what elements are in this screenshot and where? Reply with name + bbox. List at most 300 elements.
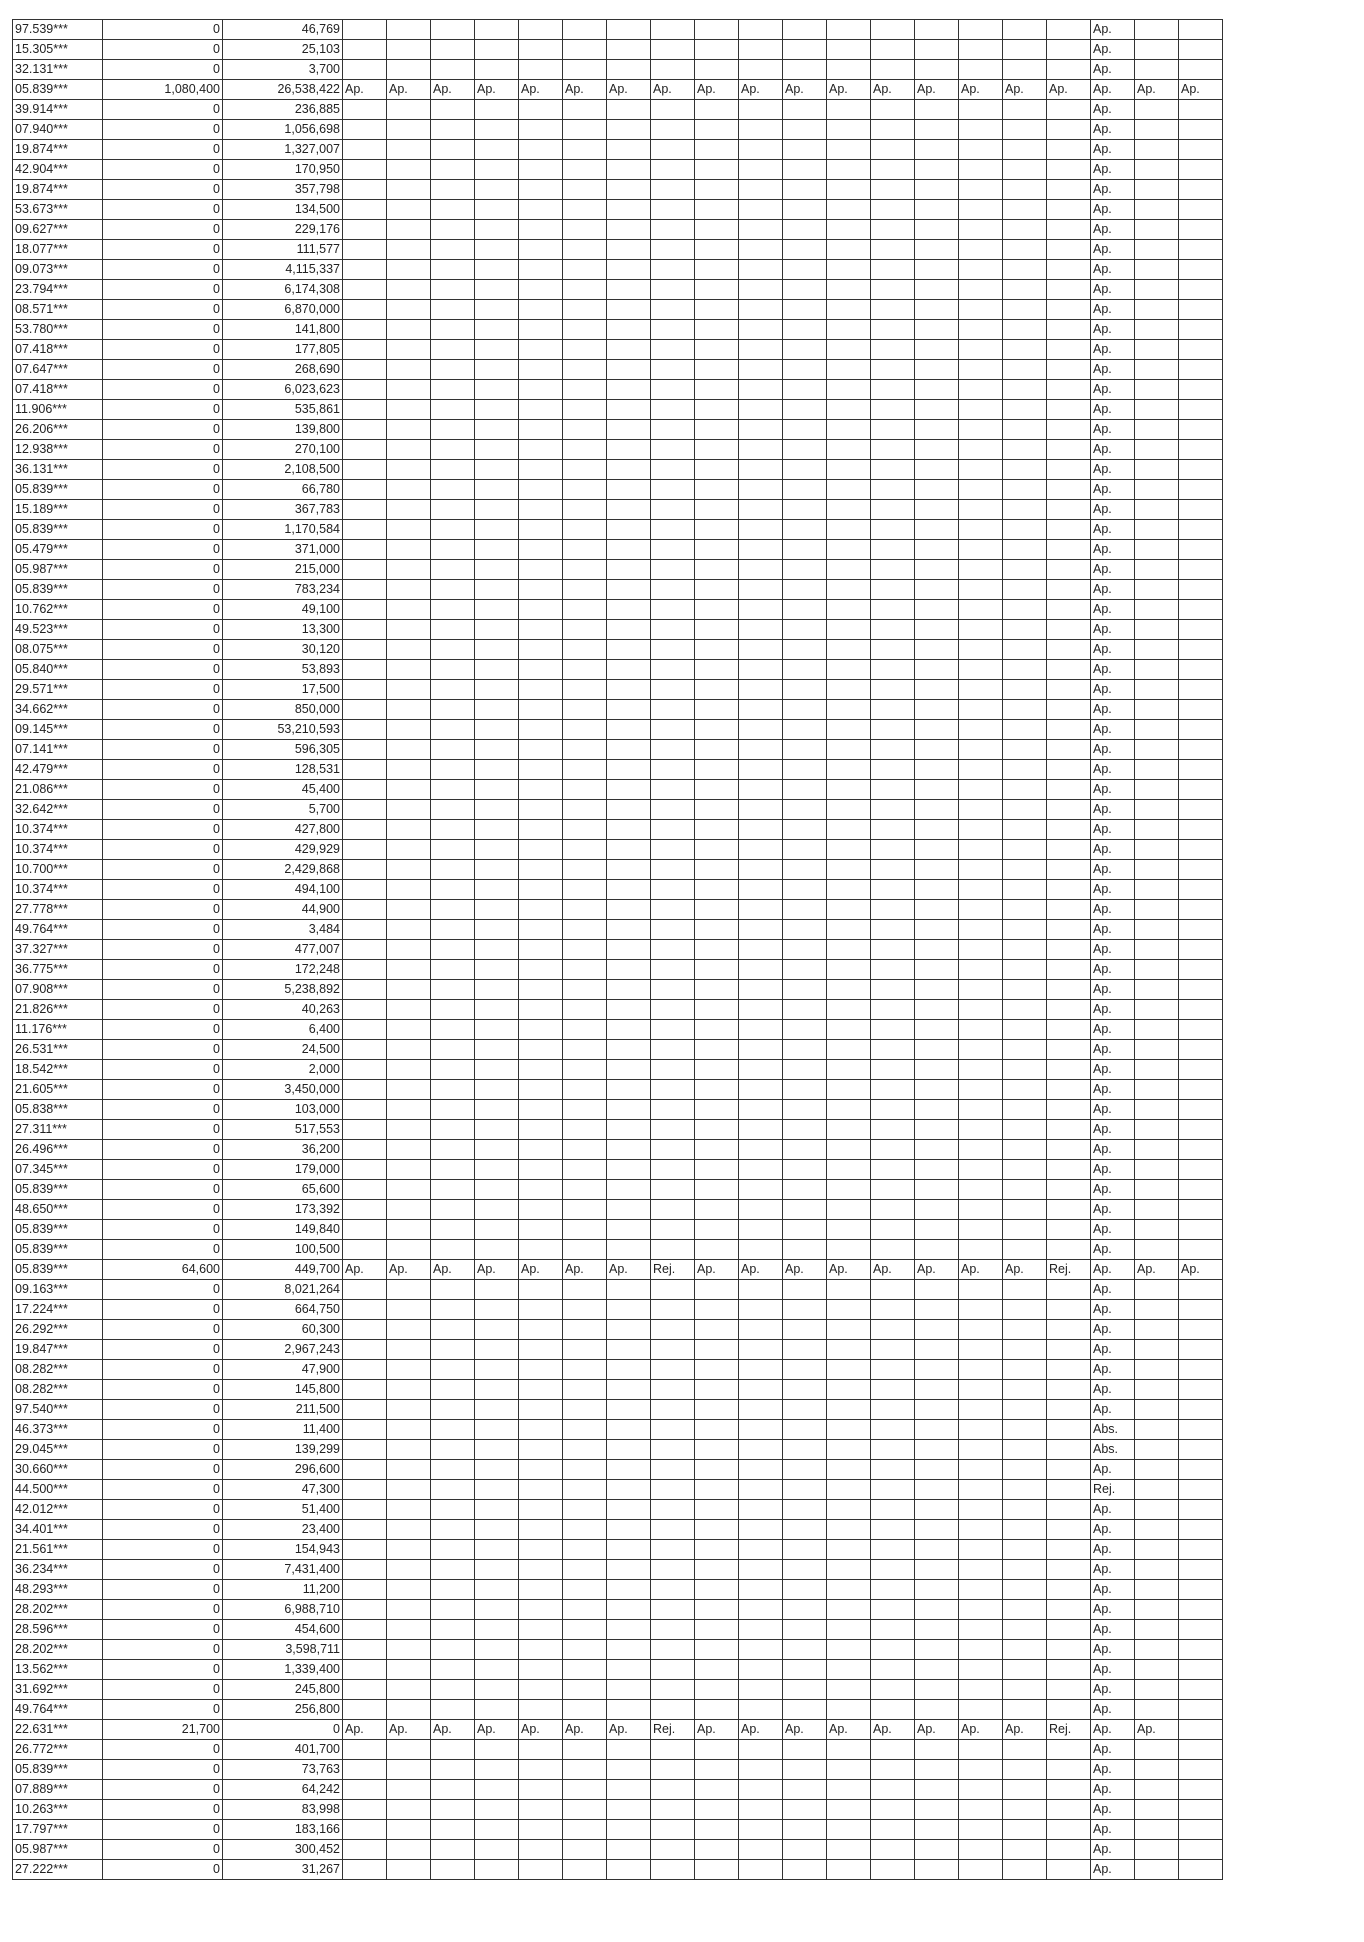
vote-cell (959, 1040, 1003, 1060)
vote-cell (959, 380, 1003, 400)
vote-cell (695, 540, 739, 560)
vote-cell (783, 1000, 827, 1020)
vote-cell (1179, 1760, 1223, 1780)
vote-cell (1179, 1640, 1223, 1660)
vote-cell (1003, 1440, 1047, 1460)
vote-cell (695, 1320, 739, 1340)
vote-cell: Ap. (739, 1260, 783, 1280)
table-row (13, 960, 1223, 980)
total-cell: 2,108,500 (223, 460, 343, 480)
vote-cell (607, 1440, 651, 1460)
amount-cell: 0 (103, 500, 223, 520)
vote-cell (915, 480, 959, 500)
total-cell: 270,100 (223, 440, 343, 460)
id-cell: 42.479*** (13, 760, 103, 780)
vote-cell (475, 920, 519, 940)
vote-cell (563, 880, 607, 900)
vote-cell (695, 180, 739, 200)
vote-cell (1179, 260, 1223, 280)
vote-cell (915, 1020, 959, 1040)
vote-cell (607, 780, 651, 800)
vote-cell (475, 600, 519, 620)
vote-cell (431, 780, 475, 800)
vote-cell (1003, 1060, 1047, 1080)
vote-cell (783, 1120, 827, 1140)
vote-cell (1003, 1640, 1047, 1660)
amount-cell: 0 (103, 1560, 223, 1580)
id-cell: 07.418*** (13, 380, 103, 400)
vote-cell (431, 620, 475, 640)
vote-cell (475, 1200, 519, 1220)
vote-cell (431, 1660, 475, 1680)
vote-cell (871, 740, 915, 760)
id-cell: 05.987*** (13, 560, 103, 580)
vote-cell (1135, 1220, 1179, 1240)
vote-cell (1047, 1240, 1091, 1260)
vote-cell (343, 880, 387, 900)
vote-cell (1179, 780, 1223, 800)
vote-cell (651, 1580, 695, 1600)
vote-cell: Ap. (343, 1720, 387, 1740)
vote-cell (431, 1200, 475, 1220)
vote-cell (519, 1240, 563, 1260)
vote-cell (475, 700, 519, 720)
total-cell: 429,929 (223, 840, 343, 860)
vote-cell (607, 1640, 651, 1660)
vote-cell (915, 1440, 959, 1460)
vote-cell (475, 1400, 519, 1420)
vote-cell (563, 1460, 607, 1480)
total-cell: 45,400 (223, 780, 343, 800)
vote-cell (1003, 1300, 1047, 1320)
vote-cell (783, 1700, 827, 1720)
vote-cell (959, 420, 1003, 440)
vote-cell (1135, 680, 1179, 700)
vote-cell (563, 740, 607, 760)
vote-cell (607, 1780, 651, 1800)
vote-cell (563, 1700, 607, 1720)
amount-cell: 0 (103, 1080, 223, 1100)
vote-cell (431, 220, 475, 240)
vote-cell: Ap. (1091, 560, 1135, 580)
vote-cell (651, 780, 695, 800)
vote-cell (959, 720, 1003, 740)
vote-cell (651, 680, 695, 700)
vote-cell (871, 1580, 915, 1600)
vote-cell (1135, 520, 1179, 540)
vote-cell: Ap. (1003, 1720, 1047, 1740)
vote-cell (475, 800, 519, 820)
vote-cell: Ap. (1091, 1800, 1135, 1820)
vote-cell (1047, 1760, 1091, 1780)
vote-cell (431, 1860, 475, 1880)
vote-cell (783, 1320, 827, 1340)
total-cell: 357,798 (223, 180, 343, 200)
vote-cell (519, 900, 563, 920)
vote-cell (563, 1520, 607, 1540)
total-cell: 401,700 (223, 1740, 343, 1760)
vote-cell (475, 380, 519, 400)
table-row (13, 540, 1223, 560)
vote-cell (431, 340, 475, 360)
amount-cell: 0 (103, 1620, 223, 1640)
vote-cell (827, 1560, 871, 1580)
vote-cell (1047, 1400, 1091, 1420)
total-cell: 25,103 (223, 40, 343, 60)
vote-cell (871, 1200, 915, 1220)
vote-cell (915, 1300, 959, 1320)
vote-cell: Ap. (1047, 80, 1091, 100)
vote-cell (1047, 1620, 1091, 1640)
vote-cell (783, 1300, 827, 1320)
table-row (13, 1160, 1223, 1180)
vote-cell (651, 380, 695, 400)
vote-cell (915, 60, 959, 80)
vote-cell (783, 40, 827, 60)
vote-cell (387, 780, 431, 800)
vote-cell (915, 1360, 959, 1380)
vote-cell (1047, 1460, 1091, 1480)
vote-cell (387, 1340, 431, 1360)
vote-cell (387, 1100, 431, 1120)
vote-cell (783, 1040, 827, 1060)
vote-cell (431, 820, 475, 840)
vote-cell (1179, 580, 1223, 600)
vote-cell (387, 1160, 431, 1180)
vote-cell (1003, 1520, 1047, 1540)
vote-cell (651, 1520, 695, 1540)
vote-cell (1179, 1060, 1223, 1080)
vote-cell: Ap. (1091, 700, 1135, 720)
id-cell: 44.500*** (13, 1480, 103, 1500)
vote-cell (959, 840, 1003, 860)
vote-cell (739, 1220, 783, 1240)
vote-cell (1135, 420, 1179, 440)
vote-cell (387, 1540, 431, 1560)
amount-cell: 0 (103, 1160, 223, 1180)
vote-cell (739, 1000, 783, 1020)
amount-cell: 0 (103, 1320, 223, 1340)
vote-cell: Ap. (1091, 260, 1135, 280)
vote-cell (871, 1280, 915, 1300)
vote-cell (1135, 960, 1179, 980)
vote-cell (1135, 60, 1179, 80)
vote-cell: Rej. (1047, 1260, 1091, 1280)
vote-cell: Ap. (475, 1260, 519, 1280)
vote-cell (1003, 1100, 1047, 1120)
vote-cell (1179, 20, 1223, 40)
vote-cell (607, 980, 651, 1000)
vote-cell (915, 620, 959, 640)
vote-cell (519, 980, 563, 1000)
vote-cell (1003, 100, 1047, 120)
vote-cell (387, 1480, 431, 1500)
vote-cell (1135, 1660, 1179, 1680)
id-cell: 46.373*** (13, 1420, 103, 1440)
vote-cell (651, 1000, 695, 1020)
id-cell: 15.189*** (13, 500, 103, 520)
table-row (13, 1360, 1223, 1380)
vote-cell (343, 1420, 387, 1440)
vote-cell (343, 900, 387, 920)
vote-cell: Ap. (1091, 1200, 1135, 1220)
vote-cell (915, 160, 959, 180)
vote-cell (651, 120, 695, 140)
vote-cell (915, 1120, 959, 1140)
table-row (13, 1420, 1223, 1440)
vote-cell (827, 880, 871, 900)
vote-cell (871, 220, 915, 240)
vote-cell (959, 1840, 1003, 1860)
vote-cell (915, 420, 959, 440)
vote-cell: Ap. (607, 80, 651, 100)
vote-cell (563, 920, 607, 940)
vote-cell (343, 720, 387, 740)
id-cell: 10.374*** (13, 840, 103, 860)
total-cell: 65,600 (223, 1180, 343, 1200)
table-row (13, 500, 1223, 520)
vote-cell (739, 280, 783, 300)
vote-cell (827, 560, 871, 580)
id-cell: 27.222*** (13, 1860, 103, 1880)
table-row (13, 1480, 1223, 1500)
vote-cell (783, 1060, 827, 1080)
vote-cell (739, 820, 783, 840)
vote-cell (431, 560, 475, 580)
vote-cell (695, 600, 739, 620)
total-cell: 139,800 (223, 420, 343, 440)
id-cell: 07.889*** (13, 1780, 103, 1800)
vote-cell (519, 1040, 563, 1060)
vote-cell (519, 1860, 563, 1880)
amount-cell: 0 (103, 780, 223, 800)
vote-cell (519, 1760, 563, 1780)
vote-cell (915, 220, 959, 240)
vote-cell (651, 720, 695, 740)
vote-cell (1135, 540, 1179, 560)
table-row (13, 20, 1223, 40)
vote-cell (739, 180, 783, 200)
vote-cell (475, 320, 519, 340)
vote-cell (563, 1000, 607, 1020)
vote-cell (783, 840, 827, 860)
vote-cell (959, 1560, 1003, 1580)
vote-cell (959, 500, 1003, 520)
vote-cell (519, 520, 563, 540)
vote-cell (739, 320, 783, 340)
vote-cell (431, 1820, 475, 1840)
vote-cell (343, 1760, 387, 1780)
vote-cell (827, 1640, 871, 1660)
vote-cell (827, 120, 871, 140)
vote-cell (387, 760, 431, 780)
vote-cell (563, 1860, 607, 1880)
vote-cell: Ap. (387, 80, 431, 100)
vote-cell (959, 700, 1003, 720)
vote-cell (695, 100, 739, 120)
vote-cell (827, 1480, 871, 1500)
vote-cell (783, 1660, 827, 1680)
vote-cell (387, 1780, 431, 1800)
table-row (13, 180, 1223, 200)
vote-cell (871, 40, 915, 60)
id-cell: 28.596*** (13, 1620, 103, 1640)
vote-cell (1135, 1120, 1179, 1140)
vote-cell (475, 1180, 519, 1200)
vote-cell (343, 500, 387, 520)
vote-cell (519, 460, 563, 480)
vote-cell (1135, 1680, 1179, 1700)
vote-cell (475, 1680, 519, 1700)
vote-cell (475, 740, 519, 760)
vote-cell (739, 300, 783, 320)
vote-cell (827, 980, 871, 1000)
vote-cell (871, 1800, 915, 1820)
vote-cell (959, 1080, 1003, 1100)
vote-cell (915, 980, 959, 1000)
vote-cell (871, 160, 915, 180)
vote-cell (783, 220, 827, 240)
vote-cell (1047, 600, 1091, 620)
vote-cell (783, 200, 827, 220)
vote-cell (915, 920, 959, 940)
vote-cell (651, 1380, 695, 1400)
vote-cell (871, 780, 915, 800)
vote-cell (959, 1020, 1003, 1040)
table-row (13, 1620, 1223, 1640)
vote-cell (959, 1640, 1003, 1660)
vote-cell (563, 540, 607, 560)
vote-cell: Ap. (1091, 540, 1135, 560)
vote-cell (519, 200, 563, 220)
vote-cell (739, 400, 783, 420)
vote-cell (1003, 1620, 1047, 1640)
vote-cell (475, 1380, 519, 1400)
vote-cell (827, 1220, 871, 1240)
id-cell: 27.311*** (13, 1120, 103, 1140)
vote-cell (519, 560, 563, 580)
vote-cell: Ap. (1091, 1660, 1135, 1680)
vote-cell (1179, 1780, 1223, 1800)
vote-cell (343, 260, 387, 280)
vote-cell (651, 880, 695, 900)
vote-cell (695, 840, 739, 860)
vote-cell (651, 640, 695, 660)
vote-cell (563, 160, 607, 180)
id-cell: 09.163*** (13, 1280, 103, 1300)
vote-cell (519, 260, 563, 280)
amount-cell: 0 (103, 640, 223, 660)
vote-cell (783, 1820, 827, 1840)
vote-cell (1047, 1740, 1091, 1760)
vote-cell (915, 1000, 959, 1020)
vote-cell (695, 700, 739, 720)
total-cell: 6,174,308 (223, 280, 343, 300)
amount-cell: 0 (103, 700, 223, 720)
amount-cell: 0 (103, 1840, 223, 1860)
table-row (13, 1860, 1223, 1880)
total-cell: 535,861 (223, 400, 343, 420)
table-row (13, 300, 1223, 320)
vote-cell (1179, 760, 1223, 780)
vote-cell (519, 1180, 563, 1200)
vote-cell (695, 1420, 739, 1440)
vote-cell (1135, 880, 1179, 900)
vote-cell (739, 1460, 783, 1480)
table-row (13, 700, 1223, 720)
vote-cell (519, 1120, 563, 1140)
vote-cell (1047, 220, 1091, 240)
vote-cell (387, 1400, 431, 1420)
vote-cell: Ap. (1091, 1400, 1135, 1420)
amount-cell: 0 (103, 520, 223, 540)
vote-cell (563, 1280, 607, 1300)
vote-cell (651, 840, 695, 860)
vote-cell (651, 940, 695, 960)
vote-cell (387, 1820, 431, 1840)
vote-cell (651, 420, 695, 440)
vote-cell (519, 1300, 563, 1320)
vote-cell (607, 320, 651, 340)
vote-cell (1047, 1780, 1091, 1800)
vote-cell (1135, 260, 1179, 280)
total-cell: 60,300 (223, 1320, 343, 1340)
vote-cell (431, 840, 475, 860)
vote-cell (563, 640, 607, 660)
vote-cell (475, 140, 519, 160)
vote-cell (1047, 1360, 1091, 1380)
amount-cell: 0 (103, 580, 223, 600)
vote-cell (1179, 1740, 1223, 1760)
total-cell: 53,210,593 (223, 720, 343, 740)
vote-cell (651, 700, 695, 720)
vote-cell (739, 1520, 783, 1540)
amount-cell: 0 (103, 280, 223, 300)
vote-cell (607, 1360, 651, 1380)
vote-cell (739, 1580, 783, 1600)
vote-cell (607, 1760, 651, 1780)
vote-cell (827, 1040, 871, 1060)
vote-cell (739, 1420, 783, 1440)
vote-cell (563, 1580, 607, 1600)
vote-cell (651, 1740, 695, 1760)
vote-cell (1135, 1360, 1179, 1380)
vote-cell (783, 1380, 827, 1400)
amount-cell: 0 (103, 1800, 223, 1820)
vote-cell (607, 540, 651, 560)
vote-cell: Ap. (1091, 940, 1135, 960)
vote-cell (695, 620, 739, 640)
vote-cell (343, 420, 387, 440)
vote-cell (1047, 380, 1091, 400)
vote-cell (1179, 220, 1223, 240)
vote-cell (343, 600, 387, 620)
vote-cell (651, 1440, 695, 1460)
vote-cell (739, 720, 783, 740)
vote-cell (1179, 1100, 1223, 1120)
amount-cell: 0 (103, 1860, 223, 1880)
vote-cell (1179, 720, 1223, 740)
vote-cell (871, 1660, 915, 1680)
vote-cell (1047, 200, 1091, 220)
vote-cell (607, 60, 651, 80)
vote-cell (519, 1360, 563, 1380)
vote-cell (563, 660, 607, 680)
vote-cell (695, 1000, 739, 1020)
vote-cell (827, 260, 871, 280)
vote-cell (475, 640, 519, 660)
vote-cell (651, 1760, 695, 1780)
